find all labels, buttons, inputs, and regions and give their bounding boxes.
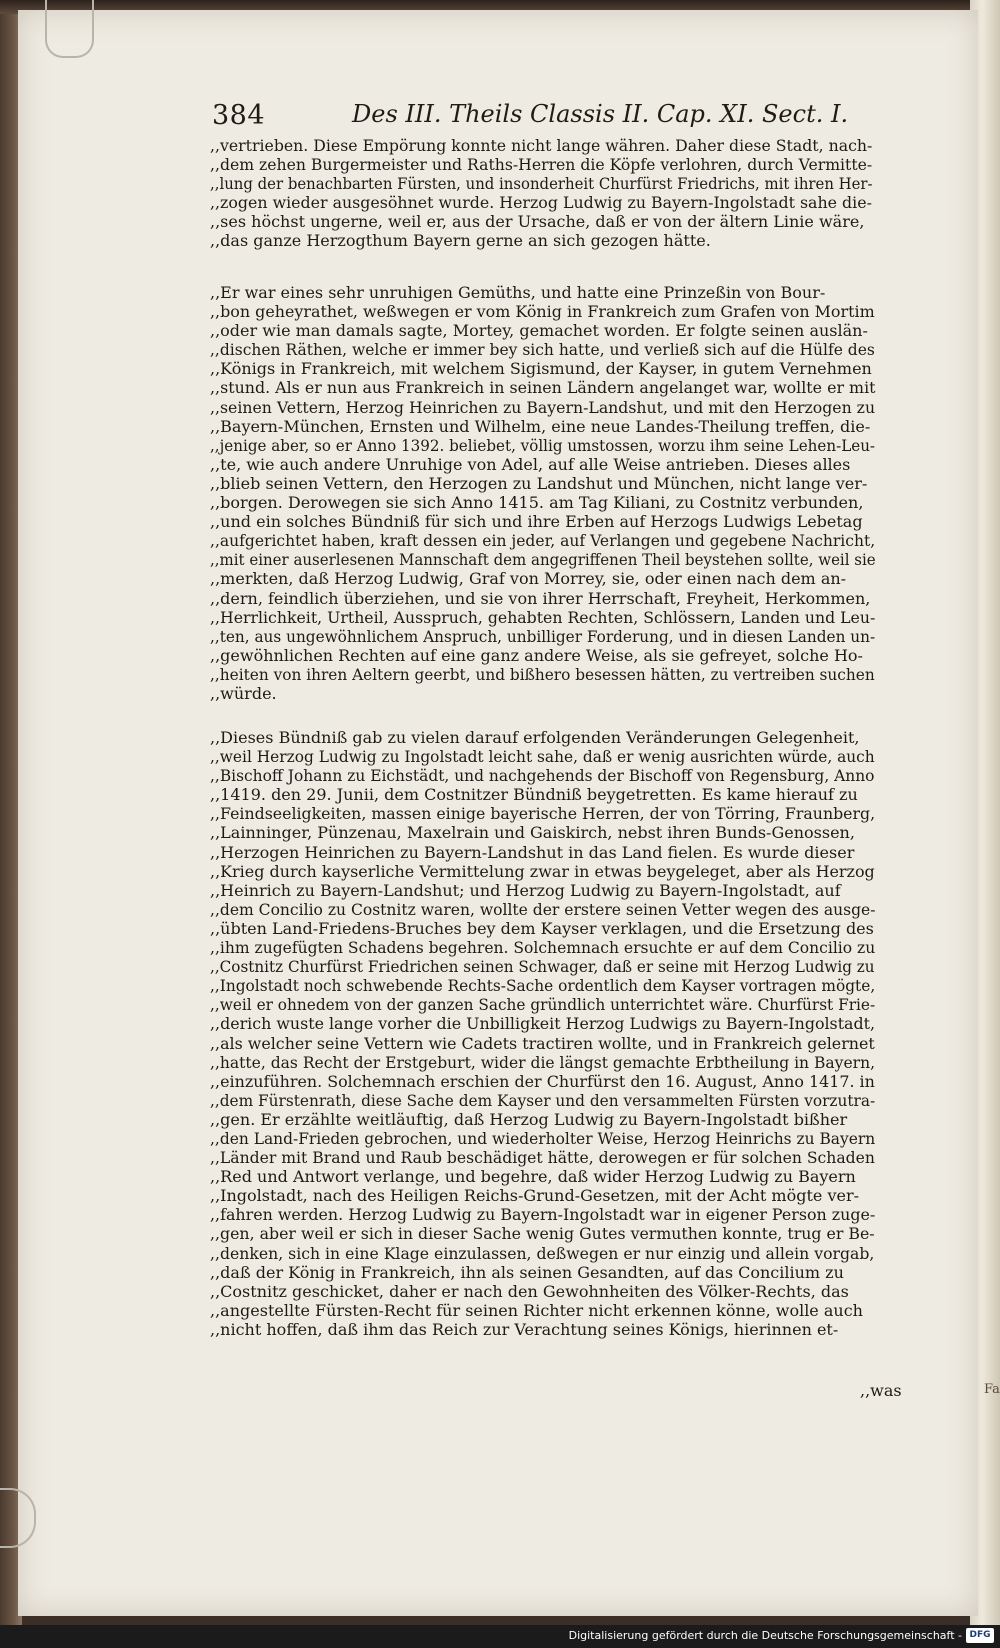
text-line: ,,gewöhnlichen Rechten auf eine ganz andere Weise, als sie gefreyet, solche Ho- <box>210 645 863 665</box>
text-line: ,,dischen Räthen, welche er immer bey sich hatte, und verließ sich auf die Hülfe des <box>210 340 875 360</box>
text-line: ,,angestellte Fürsten-Recht für seinen Richter nicht erkennen könne, wolle auch <box>210 1300 863 1320</box>
text-line: ,,Bayern-München, Ernsten und Wilhelm, eine neue Landes-Theilung treffen, die- <box>210 416 871 436</box>
text-line: ,,würde. <box>210 683 277 703</box>
text-line: ,,nicht hoffen, daß ihm das Reich zur Verachtung seines Königs, hierinnen et- <box>210 1319 839 1339</box>
text-line: ,,lung der benachbarten Fürsten, und insonderheit Churfürst Friedrichs, mit ihren Her- <box>210 174 873 194</box>
text-line: ,,dem zehen Burgermeister und Raths-Herren die Köpfe verlohren, durch Vermitte- <box>210 155 873 175</box>
text-line: ,,ses höchst ungerne, weil er, aus der Ursache, daß er von der ältern Linie wäre, <box>210 212 865 232</box>
text-line: ,,Krieg durch kayserliche Vermittelung zwar in etwas beygeleget, aber als Herzog <box>210 861 875 881</box>
text-line: ,,Feindseeligkeiten, massen einige bayerische Herren, der von Törring, Fraunberg, <box>210 804 876 824</box>
text-line: ,,fahren werden. Herzog Ludwig zu Bayern-Ingolstadt war in eigener Person zuge- <box>210 1205 876 1225</box>
text-line: ,,weil Herzog Ludwig zu Ingolstadt leicht sahe, daß er wenig ausrichten würde, auch <box>210 747 875 767</box>
text-line: ,,Ingolstadt, nach des Heiligen Reichs-Grund-Gesetzen, mit der Acht mögte ver- <box>210 1186 860 1206</box>
paragraph-2 <box>210 283 875 703</box>
text-line: ,,aufgerichtet haben, kraft dessen ein jeder, auf Verlangen und gegebene Nachricht, <box>210 531 876 551</box>
margin-fragment: Fa <box>984 1382 1000 1397</box>
text-line: ,,vertrieben. Diese Empörung konnte nicht lange währen. Daher diese Stadt, nach- <box>210 136 873 155</box>
text-line: ,,1419. den 29. Junii, dem Costnitzer Bündniß beygetretten. Es kame hierauf zu <box>210 785 858 805</box>
text-line: ,,oder wie man damals sagte, Mortey, gemachet worden. Er folgte seinen auslän- <box>210 321 868 341</box>
text-line: ,,heiten von ihren Aeltern geerbt, und bißhero besessen hätten, zu vertreiben suchen <box>210 664 875 684</box>
text-line: ,,weil er ohnedem von der ganzen Sache gründlich unterrichtet wäre. Churfürst Frie- <box>210 995 876 1015</box>
text-line: ,,Er war eines sehr unruhigen Gemüths, und hatte eine Prinzeßin von Bour- <box>210 283 826 302</box>
paragraph-3 <box>210 728 875 1339</box>
text-line: ,,Länder mit Brand und Raub beschädiget hätte, derowegen er für solchen Schaden <box>210 1148 875 1168</box>
text-line: ,,jenige aber, so er Anno 1392. beliebet, völlig umstossen, worzu ihm seine Lehen-Leu- <box>210 435 876 455</box>
text-line: ,,Red und Antwort verlange, und begehre, daß wider Herzog Ludwig zu Bayern <box>210 1167 856 1187</box>
text-line: ,,Herrlichkeit, Urtheil, Ausspruch, gehabten Rechten, Schlössern, Landen und Leu- <box>210 607 876 627</box>
text-line: ,,mit einer auserlesenen Mannschaft dem angegriffenen Theil beystehen sollte, weil sie <box>210 550 876 570</box>
page-number: 384 <box>212 100 266 131</box>
text-line: ,,hatte, das Recht der Erstgeburt, wider die längst gemachte Erbtheilung in Bayern, <box>210 1052 876 1072</box>
text-line: ,,Lainninger, Pünzenau, Maxelrain und Gaiskirch, nebst ihren Bunds-Genossen, <box>210 823 855 843</box>
text-line: ,,und ein solches Bündniß für sich und ihre Erben auf Herzogs Ludwigs Lebetag <box>210 512 863 532</box>
text-line: ,,übten Land-Friedens-Bruches bey dem Kayser verklagen, und die Ersetzung des <box>210 918 874 938</box>
text-line: ,,gen. Er erzählte weitläuftig, daß Herzog Ludwig zu Bayern-Ingolstadt bißher <box>210 1109 848 1129</box>
text-line: ,,dem Concilio zu Costnitz waren, wollte der erstere seinen Vetter wegen des ausge- <box>210 899 876 919</box>
text-line: ,,bon geheyrathet, weßwegen er vom König in Frankreich zum Grafen von Mortim <box>210 302 875 322</box>
text-line: ,,gen, aber weil er sich in dieser Sache wenig Gutes vermuthen konnte, trug er Be- <box>210 1224 875 1244</box>
text-line: ,,borgen. Derowegen sie sich Anno 1415. am Tag Kiliani, zu Costnitz verbunden, <box>210 493 864 513</box>
footer-credit: Digitalisierung gefördert durch die Deutsche Forschungsgemeinschaft - <box>568 1629 962 1642</box>
text-line: ,,derich wuste lange vorher die Unbilligkeit Herzog Ludwigs zu Bayern-Ingolstadt, <box>210 1014 876 1034</box>
text-line: ,,das ganze Herzogthum Bayern gerne an sich gezogen hätte. <box>210 231 711 251</box>
text-line: ,,ihm zugefügten Schadens begehren. Solchemnach ersuchte er auf dem Concilio zu <box>210 938 876 958</box>
text-line: ,,Herzogen Heinrichen zu Bayern-Landshut in das Land fielen. Es wurde dieser <box>210 842 855 862</box>
text-line: ,,blieb seinen Vettern, den Herzogen zu Landshut und München, nicht lange ver- <box>210 473 868 493</box>
text-line: ,,ten, aus ungewöhnlichem Anspruch, unbilliger Forderung, und in diesen Landen un- <box>210 626 876 646</box>
dfg-logo-icon: DFG <box>966 1628 994 1643</box>
text-line: ,,merkten, daß Herzog Ludwig, Graf von Morrey, sie, oder einen nach dem an- <box>210 569 847 589</box>
text-line: ,,Bischoff Johann zu Eichstädt, und nachgehends der Bischoff von Regensburg, Anno <box>210 766 875 786</box>
text-line: ,,Heinrich zu Bayern-Landshut; und Herzog Ludwig zu Bayern-Ingolstadt, auf <box>210 880 841 900</box>
page-clip-top <box>45 0 94 58</box>
page-header <box>212 100 912 136</box>
text-line: ,,te, wie auch andere Unruhige von Adel, auf alle Weise antrieben. Dieses alles <box>210 454 851 474</box>
text-line: ,,Costnitz Churfürst Friedrichen seinen Schwager, daß er seine mit Herzog Ludwig zu <box>210 957 875 977</box>
text-line: ,,seinen Vettern, Herzog Heinrichen zu Bayern-Landshut, und mit den Herzogen zu <box>210 397 876 417</box>
text-line: ,,zogen wieder ausgesöhnet wurde. Herzog Ludwig zu Bayern-Ingolstadt sahe die- <box>210 193 872 213</box>
paragraph-1 <box>210 136 872 251</box>
text-line: ,,daß der König in Frankreich, ihn als seinen Gesandten, auf das Concilium zu <box>210 1262 844 1282</box>
text-line: ,,dem Fürstenrath, diese Sache dem Kayser und den versammelten Fürsten vorzutra- <box>210 1090 876 1110</box>
text-line: ,,Costnitz geschicket, daher er nach den Gewohnheiten des Völker-Rechts, das <box>210 1281 849 1301</box>
text-line: ,,als welcher seine Vettern wie Cadets tractiren wollte, und in Frankreich gelernet <box>210 1033 875 1053</box>
text-line: ,,Königs in Frankreich, mit welchem Sigismund, der Kayser, in gutem Vernehmen <box>210 359 872 379</box>
text-line: ,,den Land-Frieden gebrochen, und wiederholter Weise, Herzog Heinrichs zu Bayern <box>210 1128 876 1148</box>
text-line: ,,denken, sich in eine Klage einzulassen, deßwegen er nur einzig und allein vorgab, <box>210 1243 875 1263</box>
running-title: Des III. Theils Classis II. Cap. XI. Sect. I. <box>352 100 849 128</box>
catchword: ,,was <box>860 1381 902 1400</box>
text-line: ,,dern, feindlich überziehen, und sie von ihrer Herrschaft, Freyheit, Herkommen, <box>210 588 871 608</box>
text-line: ,,Ingolstadt noch schwebende Rechts-Sache ordentlich dem Kayser vortragen mögte, <box>210 976 876 996</box>
text-line: ,,einzuführen. Solchemnach erschien der Churfürst den 16. August, Anno 1417. in <box>210 1071 875 1091</box>
text-line: ,,stund. Als er nun aus Frankreich in seinen Ländern angelanget war, wollte er mit <box>210 378 876 398</box>
text-line: ,,Dieses Bündniß gab zu vielen darauf erfolgenden Veränderungen Gelegenheit, <box>210 728 860 747</box>
